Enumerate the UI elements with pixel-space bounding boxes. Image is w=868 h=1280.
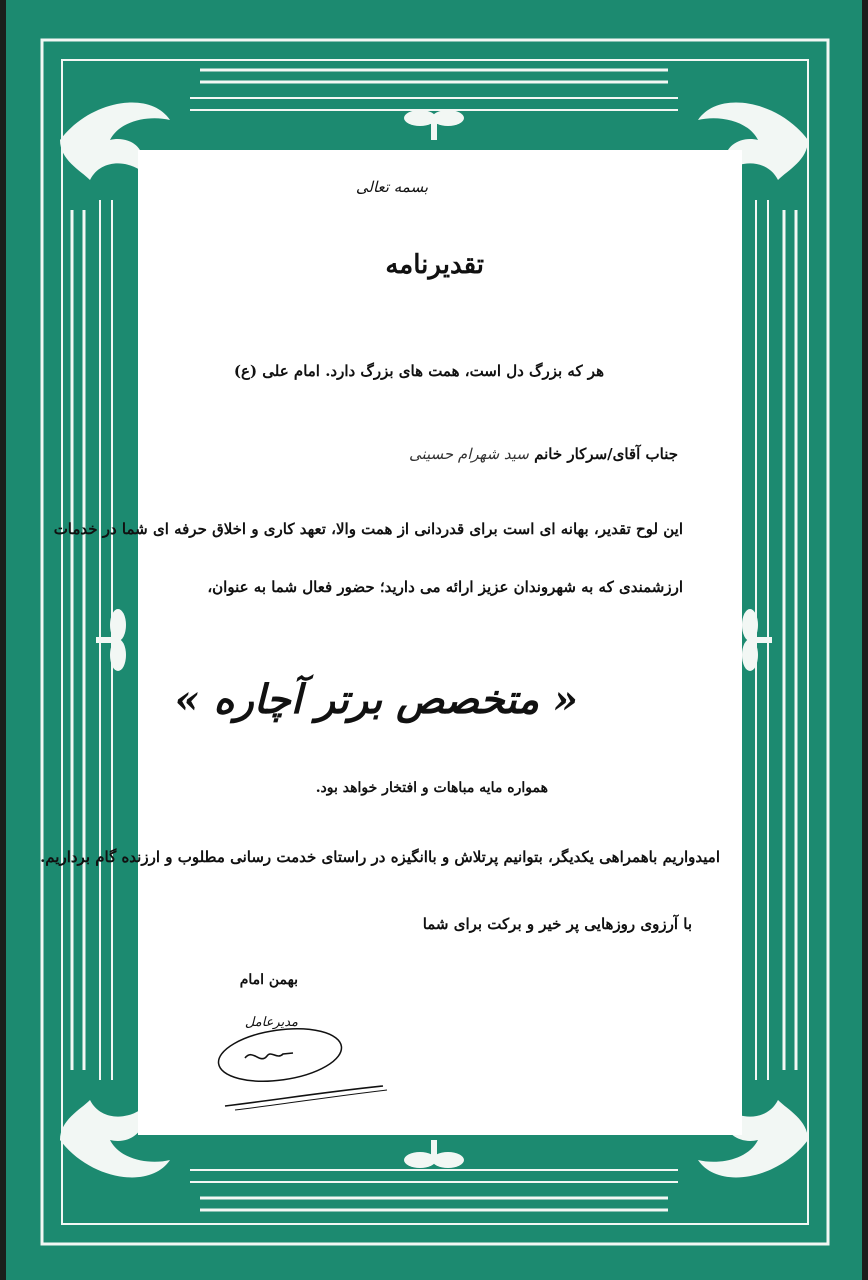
body-line-5: با آرزوی روزهایی پر خیر و برکت برای شما bbox=[422, 915, 692, 933]
certificate-title: تقدیرنامه bbox=[385, 250, 484, 280]
recipient-name: سید شهرام حسینی bbox=[408, 445, 529, 463]
quote-line: هر که بزرگ دل است، همت های بزرگ دارد. امام علی (ع) bbox=[233, 362, 604, 380]
award-headline: « متخصص برتر آچاره » bbox=[174, 676, 578, 723]
recipient-prefix: جناب آقای/سرکار خانم bbox=[534, 445, 678, 463]
certificate-paper bbox=[138, 150, 742, 1135]
basmala-heading: بسمه تعالی bbox=[355, 178, 428, 196]
body-line-1: این لوح تقدیر، بهانه ای است برای قدردانی از همت والا، تعهد کاری و اخلاق حرفه ای شما در خدمات bbox=[53, 520, 683, 538]
signature-mark bbox=[205, 1020, 395, 1115]
body-line-4: امیدواریم باهمراهی یکدیگر، بتوانیم پرتلاش و باانگیزه در راستای خدمت رسانی مطلوب و ارزنده گام برداریم. bbox=[40, 848, 720, 866]
body-line-2: ارزشمندی که به شهروندان عزیز ارائه می دارید؛ حضور فعال شما به عنوان، bbox=[207, 578, 683, 596]
signer-role: مدیرعامل bbox=[244, 1015, 298, 1030]
signer-name: بهمن امام bbox=[239, 972, 298, 988]
recipient-line bbox=[409, 445, 678, 463]
body-line-3: همواره مایه مباهات و افتخار خواهد بود. bbox=[315, 780, 548, 796]
